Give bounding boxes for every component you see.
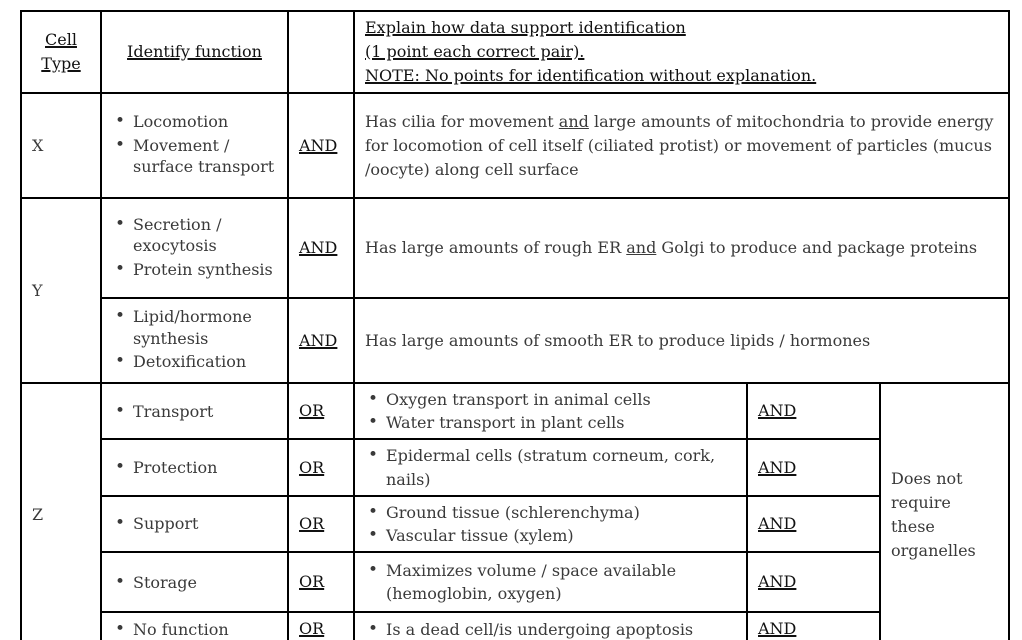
z5-and-cell [747, 612, 880, 640]
z4-and-cell [747, 552, 880, 612]
header-explain-line1: Explain how data support identification [365, 18, 686, 37]
z4-function-list [112, 571, 277, 594]
z1-or-cell [288, 383, 354, 439]
x-function-item: • Movement / surface transport [112, 135, 277, 178]
header-explain-line2: (1 point each correct pair). [365, 42, 585, 61]
cell-type-y: Y [21, 198, 101, 383]
row-z-support [21, 496, 1009, 552]
z3-examples-cell [354, 496, 747, 552]
z4-or-cell [288, 552, 354, 612]
y1-functions-list [112, 214, 277, 281]
y2-conjunction-label: AND [299, 330, 338, 350]
header-explain [354, 11, 1009, 93]
y2-functions-cell [101, 298, 288, 383]
y1-function-item: • Protein synthesis [112, 259, 277, 281]
y1-conjunction-label: AND [299, 238, 338, 257]
y1-conjunction-cell [288, 198, 354, 298]
z1-example-item: • Water transport in plant cells [365, 411, 736, 434]
z3-function-cell [101, 496, 288, 552]
y2-function-item: • Detoxification [112, 351, 277, 373]
x-functions-list [112, 111, 277, 178]
z-organelle-note: Does not require these organelles [880, 383, 1009, 640]
y2-explanation-pre: Has large amounts of smooth ER to produce lipids / hormones [365, 330, 871, 350]
z3-or-cell [288, 496, 354, 552]
header-blank-cell [288, 11, 354, 93]
z4-examples-cell [354, 552, 747, 612]
row-y-1 [21, 198, 1009, 298]
z2-examples-list [365, 444, 736, 490]
y1-explanation-pre: Has large amounts of rough ER [365, 238, 627, 257]
y1-function-item: • Secretion / exocytosis [112, 214, 277, 257]
cell-type-z: Z [21, 383, 101, 640]
z5-example-item: • Is a dead cell/is undergoing apoptosis [365, 618, 736, 640]
z4-examples-list [365, 559, 736, 605]
z5-and-label: AND [758, 619, 797, 639]
z3-and-cell [747, 496, 880, 552]
x-explanation-underlined: and [558, 111, 589, 131]
x-conjunction-label: AND [299, 135, 338, 155]
z1-function-item: • Transport [112, 400, 277, 423]
y2-function-item: • Lipid/hormone synthesis [112, 306, 277, 349]
cell-type-x: X [21, 93, 101, 198]
z4-function-cell [101, 552, 288, 612]
z4-and-label: AND [758, 572, 797, 592]
z5-or-label: OR [299, 619, 325, 639]
z2-example-item: • Epidermal cells (stratum corneum, cork, nails) [365, 444, 736, 490]
row-z-protection [21, 439, 1009, 495]
z5-function-item: • No function [112, 618, 277, 640]
header-cell-type [21, 11, 101, 93]
row-z-storage [21, 552, 1009, 612]
header-identify-function-label: Identify function [127, 42, 262, 61]
y1-explanation-post: Golgi to produce and package proteins [656, 238, 978, 257]
row-z-transport [21, 383, 1009, 439]
header-row [21, 11, 1009, 93]
y2-conjunction-cell [288, 298, 354, 383]
z2-or-label: OR [299, 457, 325, 477]
y2-functions-list [112, 306, 277, 373]
z1-function-list [112, 400, 277, 423]
z2-function-list [112, 456, 277, 479]
z5-examples-list [365, 618, 736, 640]
z2-function-item: • Protection [112, 456, 277, 479]
z1-function-cell [101, 383, 288, 439]
z3-example-item: • Ground tissue (schlerenchyma) [365, 501, 736, 524]
header-identify-function [101, 11, 288, 93]
z4-example-item: • Maximizes volume / space available (hemoglobin, oxygen) [365, 559, 736, 605]
z3-or-label: OR [299, 513, 325, 533]
z5-function-cell [101, 612, 288, 640]
z2-or-cell [288, 439, 354, 495]
x-function-item: • Locomotion [112, 111, 277, 133]
row-x [21, 93, 1009, 198]
row-y-2 [21, 298, 1009, 383]
z1-examples-list [365, 388, 736, 434]
z3-example-item: • Vascular tissue (xylem) [365, 524, 736, 547]
z3-function-item: • Support [112, 512, 277, 535]
x-functions-cell [101, 93, 288, 198]
header-cell-type-label: Cell Type [41, 30, 81, 73]
z5-or-cell [288, 612, 354, 640]
z1-example-item: • Oxygen transport in animal cells [365, 388, 736, 411]
z5-examples-cell [354, 612, 747, 640]
y2-explanation-cell [354, 298, 1009, 383]
z3-function-list [112, 512, 277, 535]
z3-and-label: AND [758, 513, 797, 533]
x-explanation-pre: Has cilia for movement [365, 111, 559, 131]
x-explanation-post: large amounts of mitochondria to provide energy for locomotion of cell itself (ciliated protist) or movement of particles (mucus /oocyte) along cell surface [365, 111, 994, 179]
z1-examples-cell [354, 383, 747, 439]
header-explain-line3: NOTE: No points for identification without explanation. [365, 66, 817, 85]
rubric-table [20, 10, 1010, 640]
x-explanation-cell [354, 93, 1009, 198]
z1-and-label: AND [758, 401, 797, 421]
z3-examples-list [365, 501, 736, 547]
z2-and-cell [747, 439, 880, 495]
row-z-no-function [21, 612, 1009, 640]
y1-explanation-underlined: and [626, 238, 657, 257]
z1-or-label: OR [299, 401, 325, 421]
z2-and-label: AND [758, 457, 797, 477]
z2-examples-cell [354, 439, 747, 495]
z4-or-label: OR [299, 572, 325, 592]
z5-function-list [112, 618, 277, 640]
z2-function-cell [101, 439, 288, 495]
y1-functions-cell [101, 198, 288, 298]
x-conjunction-cell [288, 93, 354, 198]
z4-function-item: • Storage [112, 571, 277, 594]
z1-and-cell [747, 383, 880, 439]
y1-explanation-cell [354, 198, 1009, 298]
